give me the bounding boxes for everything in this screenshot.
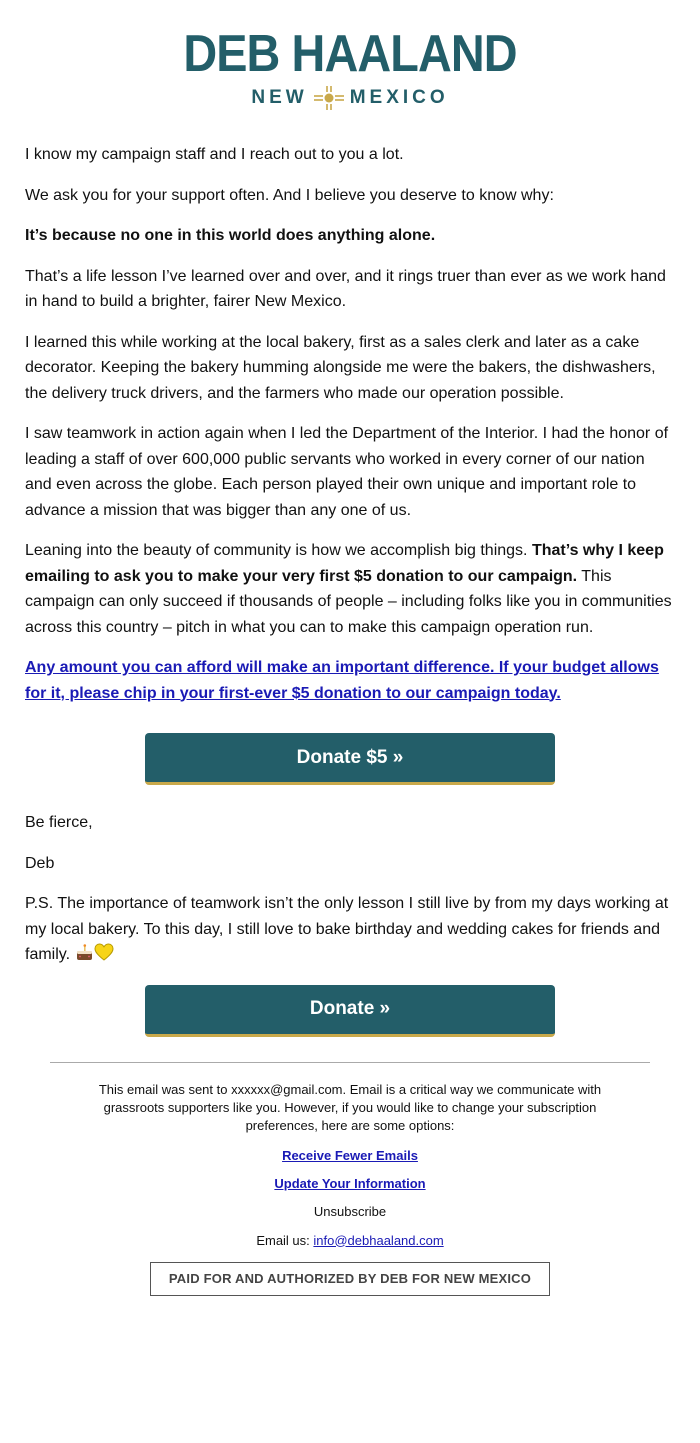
yellow-heart-icon (94, 943, 114, 962)
brand-sub-right: MEXICO (349, 87, 449, 108)
cake-icon (75, 943, 94, 962)
postscript-text: P.S. The importance of teamwork isn’t the only lesson I still live by from my days working at my local bakery. To this day, I still love to bake birthday and wedding cakes for friends and family. (25, 895, 669, 963)
donate-wrapper (25, 985, 675, 1037)
postscript (25, 891, 675, 968)
donate-5-wrapper (25, 733, 675, 785)
footer-sent-notice: This email was sent to xxxxxx@gmail.com. Email is a critical way we communicate with grassroots supporters like you. However, if you would like to change your subscription preferences, here are some options: (98, 1081, 602, 1133)
paid-for-disclaimer: PAID FOR AND AUTHORIZED BY DEB FOR NEW MEXICO (150, 1262, 550, 1296)
paragraph-6: I saw teamwork in action again when I led the Department of the Interior. I had the honor of leading a staff of over 600,000 public servants who worked in every corner of our nation and even across the globe. Each person played their own unique and important role to advance a mission that was bigger than any one of us. (25, 425, 669, 519)
paragraph-4: That’s a life lesson I’ve learned over and over, and it rings truer than ever as we work hand in hand to build a brighter, fairer New Mexico. (25, 267, 666, 310)
paragraph-7 (25, 538, 675, 640)
paragraph-5: I learned this while working at the local bakery, first as a sales clerk and later as a cake decorator. Keeping the bakery humming alongside me were the bakers, the dishwashers, the delivery truck drivers, and the farmers who made our operation possible. (25, 333, 656, 402)
donate-5-button[interactable]: Donate $5 » (145, 733, 555, 785)
donate-button[interactable]: Donate » (145, 985, 555, 1037)
email-footer (0, 1081, 700, 1296)
paragraph-2: We ask you for your support often. And I believe you deserve to know why: (25, 186, 554, 204)
brand-sub-left: NEW (251, 87, 308, 108)
update-information-link[interactable]: Update Your Information (274, 1175, 426, 1191)
footer-divider (50, 1062, 650, 1063)
paragraph-7-end: This campaign can only succeed if thousands of people – including folks like you in communities across this country – pitch in what you can to make this campaign operation run. (25, 567, 672, 636)
brand-name: DEB HAALAND (183, 25, 517, 83)
email-us-label: Email us: (256, 1232, 314, 1248)
donation-cta-link[interactable]: Any amount you can afford will make an important difference. If your budget allows for it, please chip in your first-ever $5 donation to our campaign today. (25, 659, 659, 702)
signoff: Be fierce, (25, 814, 93, 831)
paragraph-1: I know my campaign staff and I reach out to you a lot. (25, 146, 404, 163)
email-header (0, 0, 700, 128)
receive-fewer-emails-link[interactable]: Receive Fewer Emails (282, 1147, 418, 1163)
signature: Deb (25, 854, 55, 872)
bold-statement: It’s because no one in this world does anything alone. (25, 227, 436, 244)
zia-sun-icon (312, 86, 346, 110)
paragraph-7-bold: That’s why I keep emailing to ask you to make your very first $5 donation to our campaign. (25, 542, 664, 585)
paragraph-7-start: Leaning into the beauty of community is how we accomplish big things. (25, 542, 532, 559)
email-us-line (0, 1232, 700, 1250)
paragraph-3 (25, 223, 675, 249)
email-address-link[interactable]: info@debhaaland.com (313, 1232, 444, 1248)
brand-subtitle (0, 86, 700, 110)
email-body (0, 142, 700, 1037)
unsubscribe-link[interactable]: Unsubscribe (313, 1203, 387, 1219)
